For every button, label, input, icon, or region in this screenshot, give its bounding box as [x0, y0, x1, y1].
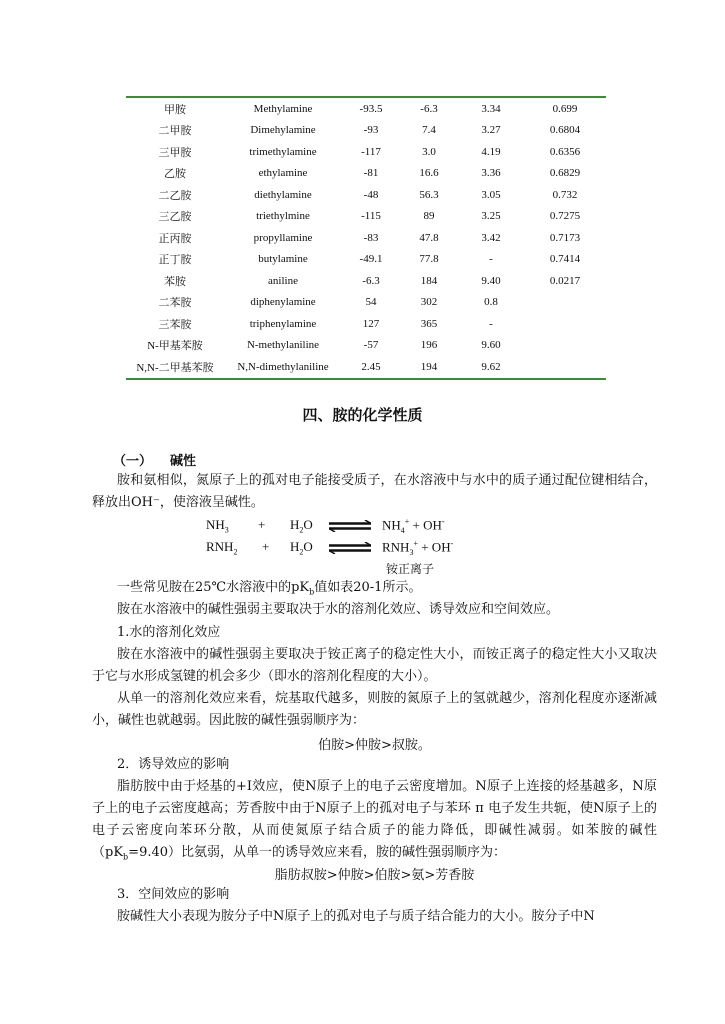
table-row [126, 313, 606, 335]
cell-boiling-point: 89 [423, 210, 435, 223]
table-row [126, 270, 606, 292]
ammonium-caption: 铵正离子 [386, 562, 435, 576]
cell-melting-point: 127 [362, 317, 380, 330]
cell-melting-point: -48 [363, 188, 379, 201]
eq1-water: $H_2O$ [290, 517, 313, 535]
cell-name-en: triphenylamine [249, 317, 317, 330]
cell-boiling-point: 16.6 [419, 167, 439, 180]
cell-melting-point: 54 [365, 296, 377, 309]
cell-density: 0.7173 [549, 231, 581, 244]
cell-name-en: aniline [268, 274, 298, 287]
cell-name-en: diethylamine [254, 188, 312, 201]
eq2-products: $RNH_3^+ + OH^-$ [382, 539, 454, 557]
cell-name-cn: 二甲胺 [158, 125, 192, 138]
cell-name-cn: 三乙胺 [158, 211, 192, 224]
cell-density: 0.699 [524, 97, 606, 120]
cell-density [524, 335, 606, 357]
cell-melting-point: -83 [363, 231, 379, 244]
cell-melting-point: -115 [361, 210, 381, 223]
cell-boiling-point: 184 [420, 274, 438, 287]
cell-name-cn: 苯胺 [164, 275, 186, 288]
cell-name-en: trimethylamine [249, 145, 317, 158]
cell-name-cn: 正丙胺 [158, 232, 192, 245]
table-row [126, 184, 606, 206]
cell-melting-point: -93.5 [342, 97, 400, 120]
cell-boiling-point: 47.8 [419, 231, 439, 244]
cell-name-cn: N-甲基苯胺 [147, 340, 203, 353]
subsection-name: 碱性 [170, 454, 197, 469]
cell-density [524, 356, 606, 379]
cell-name-en: ethylamine [258, 167, 308, 180]
cell-name-en: Methylamine [224, 97, 342, 120]
heading-induction: 2．诱导效应的影响 [117, 757, 230, 772]
cell-name-en: propyllamine [253, 231, 313, 244]
table-row [126, 249, 606, 271]
section-title: 四、胺的化学性质 [302, 406, 423, 424]
cell-pkb: 3.25 [481, 210, 501, 223]
cell-pkb: 9.62 [458, 356, 524, 379]
cell-density: 0.732 [552, 188, 578, 201]
cell-name-cn: 乙胺 [164, 168, 186, 181]
cell-name-cn: N,N-二甲基苯胺 [126, 356, 224, 379]
heading-steric: 3．空间效应的影响 [117, 887, 230, 902]
equation-primary-amine [0, 539, 725, 557]
table-row [126, 141, 606, 163]
induction-paragraph: 脂肪胺中由于烃基的+I效应，使N原子上的电子云密度增加。N原子上连接的烃基越多，N原子上的电子云密度越高；芳香胺中由于N原子上的孤对电子与苯环 π 电子发生共轭，使N原子上的电子云密度向苯环分散，从而使氮原子结合质子的能力降低，即碱性减弱。如苯胺的碱性$(pK_b=9.40)$比氨弱，从单一的诱导效应来看，胺的碱性强弱顺序为： [92, 779, 657, 862]
cell-name-cn: 甲胺 [126, 97, 224, 120]
cell-pkb: 3.42 [481, 231, 501, 244]
cell-name-en: butylamine [258, 253, 308, 266]
steric-paragraph: 胺碱性大小表现为胺分子中N原子上的孤对电子与质子结合能力的大小。胺分子中N [117, 909, 595, 924]
eq2-plus: + [262, 539, 270, 554]
cell-boiling-point: 77.8 [419, 253, 439, 266]
cell-pkb: 4.19 [481, 145, 501, 158]
cell-boiling-point: 7.4 [422, 124, 436, 137]
intro-paragraph: 胺和氨相似，氮原子上的孤对电子能接受质子，在水溶液中与水中的质子通过配位键相结合，释放出OH⁻，使溶液呈碱性。 [92, 473, 657, 510]
subsection-number: （一） [113, 454, 153, 469]
cell-boiling-point: 365 [420, 317, 438, 330]
cell-density: 0.7275 [549, 210, 581, 223]
subsection-title [113, 450, 196, 469]
cell-density: 0.7414 [549, 253, 581, 266]
cell-pkb: 3.27 [481, 124, 501, 137]
table-row [126, 97, 606, 120]
solvation-paragraph-2: 从单一的溶剂化效应来看，烷基取代越多，则胺的氮原子上的氢就越少，溶剂化程度亦逐渐减小，碱性也就越弱。因此胺的碱性强弱顺序为： [92, 691, 657, 728]
equilibrium-arrow-icon [329, 520, 371, 532]
cell-pkb: - [489, 253, 493, 266]
cell-melting-point: -57 [363, 339, 379, 352]
cell-pkb: - [489, 317, 493, 330]
cell-name-cn: 三苯胺 [158, 318, 192, 331]
cell-density: 0.6829 [549, 167, 581, 180]
cell-name-cn: 二乙胺 [158, 189, 192, 202]
basicity-order-1: 伯胺>仲胺>叔胺。 [318, 738, 431, 753]
cell-density: 0.0217 [549, 274, 581, 287]
cell-name-en: diphenylamine [250, 296, 316, 309]
cell-boiling-point: 56.3 [419, 188, 439, 201]
cell-name-en: N-methylaniline [246, 339, 320, 352]
table-row [126, 120, 606, 142]
cell-name-cn: 三甲胺 [158, 146, 192, 159]
table-row [126, 163, 606, 185]
cell-name-cn: 二苯胺 [158, 297, 192, 310]
cell-boiling-point: 194 [400, 356, 458, 379]
table-row [126, 206, 606, 228]
cell-melting-point: -93 [363, 124, 379, 137]
cell-boiling-point: 196 [420, 339, 438, 352]
cell-melting-point: -49.1 [359, 253, 383, 266]
cell-pkb: 3.05 [481, 188, 501, 201]
cell-melting-point: -6.3 [362, 274, 380, 287]
cell-pkb: 3.36 [481, 167, 501, 180]
cell-pkb: 9.60 [481, 339, 501, 352]
cell-boiling-point: -6.3 [400, 97, 458, 120]
cell-name-en: N,N-dimethylaniline [224, 356, 342, 379]
solvation-paragraph: 胺在水溶液中的碱性强弱主要取决于铵正离子的稳定性大小，而铵正离子的稳定性大小又取决于它与水形成氢键的机会多少（即水的溶剂化程度的大小）。 [92, 647, 657, 684]
cell-density [524, 292, 606, 314]
cell-name-en: Dimehylamine [250, 124, 316, 137]
eq2-water: $H_2O$ [290, 539, 313, 557]
table-reference-paragraph: 一些常见胺在25℃水溶液中的$pK_b$值如表20-1所示。 [117, 580, 422, 597]
heading-solvation: 1.水的溶剂化效应 [117, 625, 221, 640]
cell-boiling-point: 302 [420, 296, 438, 309]
table-row [126, 335, 606, 357]
amine-properties-table [126, 96, 606, 380]
cell-melting-point: 2.45 [342, 356, 400, 379]
cell-density: 0.6356 [549, 145, 581, 158]
eq1-products: $NH_4^+ + OH^-$ [382, 517, 445, 535]
cell-melting-point: -81 [363, 167, 379, 180]
table-row [126, 356, 606, 379]
cell-pkb: 9.40 [481, 274, 501, 287]
equilibrium-arrow-icon [329, 542, 371, 554]
cell-name-cn: 正丁胺 [158, 254, 192, 267]
eq1-plus: + [258, 517, 266, 532]
basicity-order-2: 脂肪叔胺>仲胺>伯胺>氨>芳香胺 [274, 868, 475, 883]
cell-boiling-point: 3.0 [422, 145, 436, 158]
eq2-reactant: $RNH_2$ [206, 539, 238, 557]
table-row [126, 292, 606, 314]
cell-pkb: 3.34 [458, 97, 524, 120]
cell-density: 0.6804 [549, 124, 581, 137]
cell-name-en: triethylmine [256, 210, 310, 223]
eq1-reactant: $NH_3$ [206, 517, 229, 535]
factors-paragraph: 胺在水溶液中的碱性强弱主要取决于水的溶剂化效应、诱导效应和空间效应。 [117, 602, 560, 617]
cell-pkb: 0.8 [484, 296, 498, 309]
cell-melting-point: -117 [361, 145, 381, 158]
cell-density [524, 313, 606, 335]
table-row [126, 227, 606, 249]
equation-ammonia [0, 517, 725, 535]
